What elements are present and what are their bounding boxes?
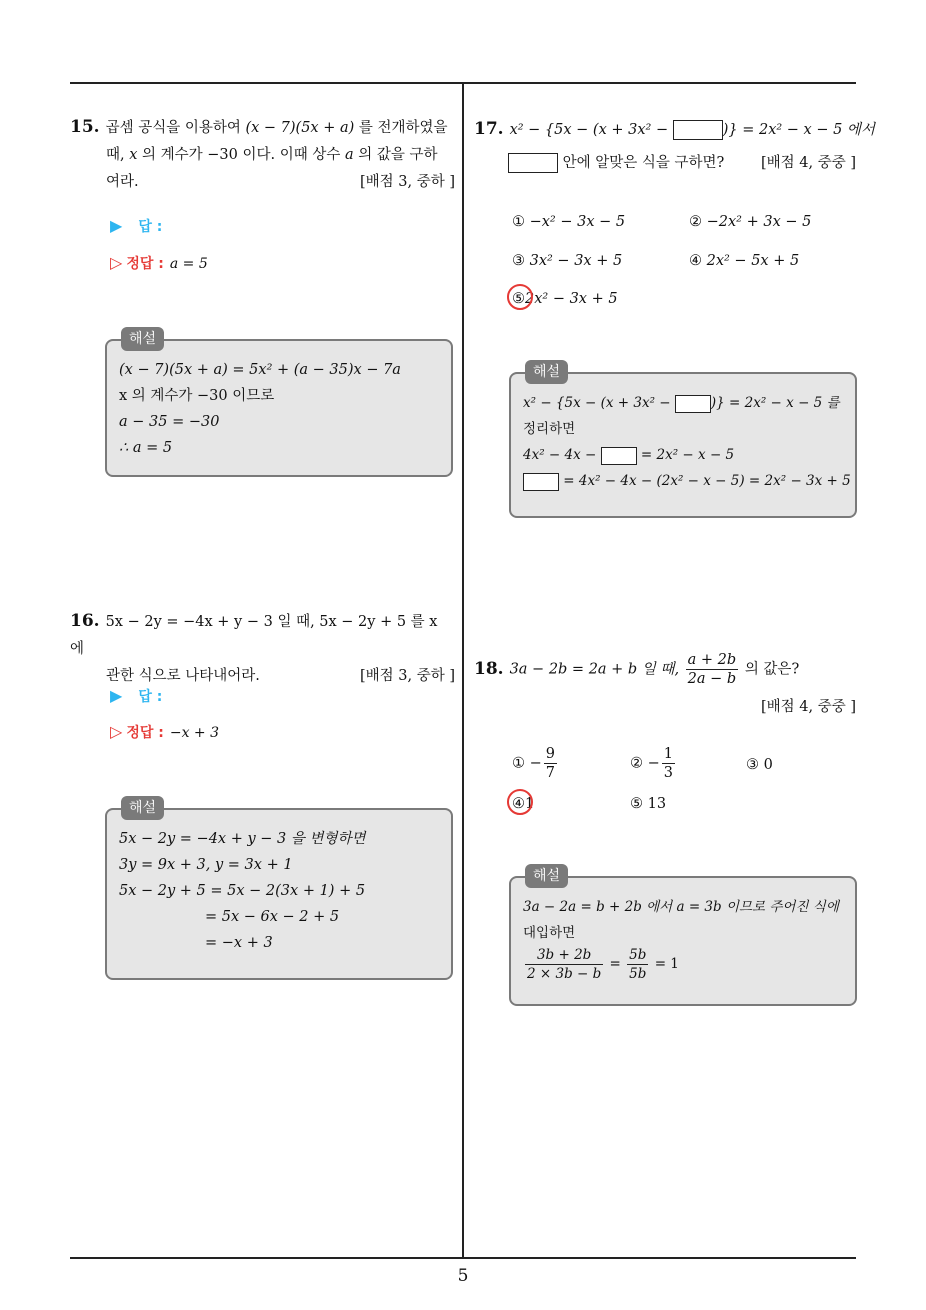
bottom-rule [70, 1257, 856, 1259]
answer-line: ▶ 답 : [110, 686, 163, 705]
question-17: 17. x² − {5x − (x + 3x² − )} = 2x² − x − 5 에서 안에 알맞은 식을 구하면? [배점 4, 중중 ] [474, 116, 856, 177]
correct-answer-line: ▷ 정답 : a = 5 [110, 253, 208, 272]
blank-box [508, 153, 558, 173]
triangle-outline-icon: ▷ [110, 253, 123, 272]
blank-box [601, 447, 637, 465]
choice-3[interactable]: ③ 3x² − 3x + 5 [512, 253, 623, 269]
question-number: 17. [474, 119, 504, 139]
play-icon: ▶ [110, 216, 123, 235]
score-label: [배점 3, 중하 ] [359, 668, 455, 684]
choice-4[interactable]: ④ 2x² − 5x + 5 [689, 253, 800, 269]
choice-1[interactable]: ① −x² − 3x − 5 [512, 214, 626, 230]
solution-tag: 해설 [525, 864, 568, 888]
solution-box: 해설 x² − {5x − (x + 3x² − )} = 2x² − x − 5 를 정리하면 4x² − 4x − = 2x² − x − 5 = 4x² − 4x − (2x² − x − 5) = 2x² − 3x + 5 [509, 372, 857, 518]
fraction: $\frac{a + 2b}{2a - b}$ [687, 652, 737, 687]
choice-4[interactable]: ④ 1 [512, 791, 534, 817]
solution-tag: 해설 [121, 327, 164, 351]
score-label: [배점 4, 중중 ] [760, 699, 856, 715]
blank-box [523, 473, 559, 491]
choices [512, 209, 856, 319]
triangle-outline-icon: ▷ [110, 722, 123, 741]
answer-line: ▶ 답 : [110, 216, 163, 235]
choice-3[interactable]: ③ 0 [746, 757, 773, 773]
choice-2[interactable]: ② − $\frac{1}{3}$ [630, 746, 673, 781]
question-number: 18. [474, 658, 504, 679]
selected-circle-icon [507, 284, 533, 310]
choice-1[interactable]: ① − $\frac{9}{7}$ [512, 746, 555, 781]
blank-box [673, 120, 723, 140]
choice-2[interactable]: ② −2x² + 3x − 5 [689, 214, 812, 230]
correct-answer-line: ▷ 정답 : −x + 3 [110, 722, 220, 741]
question-18: 18. 3a − 2b = 2a + b 일 때, $\frac{a + 2b}{2a - b}$ 의 값은? [배점 4, 중중 ] [474, 651, 856, 721]
solution-box: 해설 5x − 2y = −4x + y − 3 을 변형하면 3y = 9x + 3, y = 3x + 1 5x − 2y + 5 = 5x − 2(3x + 1) + 5 = 5x − 6x − 2 + 5 = −x + 3 [105, 808, 453, 980]
page-number: 5 [457, 1266, 469, 1286]
choices [512, 745, 856, 825]
question-16: 16. 5x − 2y = −4x + y − 3 일 때, 5x − 2y + 5 를 x 에 관한 식으로 나타내어라. [배점 3, 중하 ] [70, 608, 455, 690]
question-number: 15. [70, 117, 100, 137]
solution-box: 해설 3a − 2a = b + 2b 에서 a = 3b 이므로 주어진 식에 대입하면 $\frac{3b + 2b}{2 \times 3b - b}$ = $\frac{5b}{5b}$ = 1 [509, 876, 857, 1006]
choice-5[interactable]: ⑤ 2x² − 3x + 5 [512, 286, 618, 312]
solution-tag: 해설 [121, 796, 164, 820]
score-label: [배점 3, 중하 ] [359, 174, 455, 190]
solution-tag: 해설 [525, 360, 568, 384]
question-15: 15. 곱셈 공식을 이용하여 (x − 7)(5x + a) 를 전개하였을 때, x 의 계수가 −30 이다. 이때 상수 a 의 값을 구하 여라. [배점 3, 중하 ] [70, 114, 455, 196]
selected-circle-icon [507, 789, 533, 815]
choice-5[interactable]: ⑤ 13 [630, 796, 667, 812]
play-icon: ▶ [110, 686, 123, 705]
solution-box: 해설 (x − 7)(5x + a) = 5x² + (a − 35)x − 7a x 의 계수가 −30 이므로 a − 35 = −30 ∴ a = 5 [105, 339, 453, 477]
column-divider [462, 83, 464, 1258]
blank-box [675, 395, 711, 413]
question-number: 16. [70, 611, 100, 631]
score-label: [배점 4, 중중 ] [760, 155, 856, 171]
